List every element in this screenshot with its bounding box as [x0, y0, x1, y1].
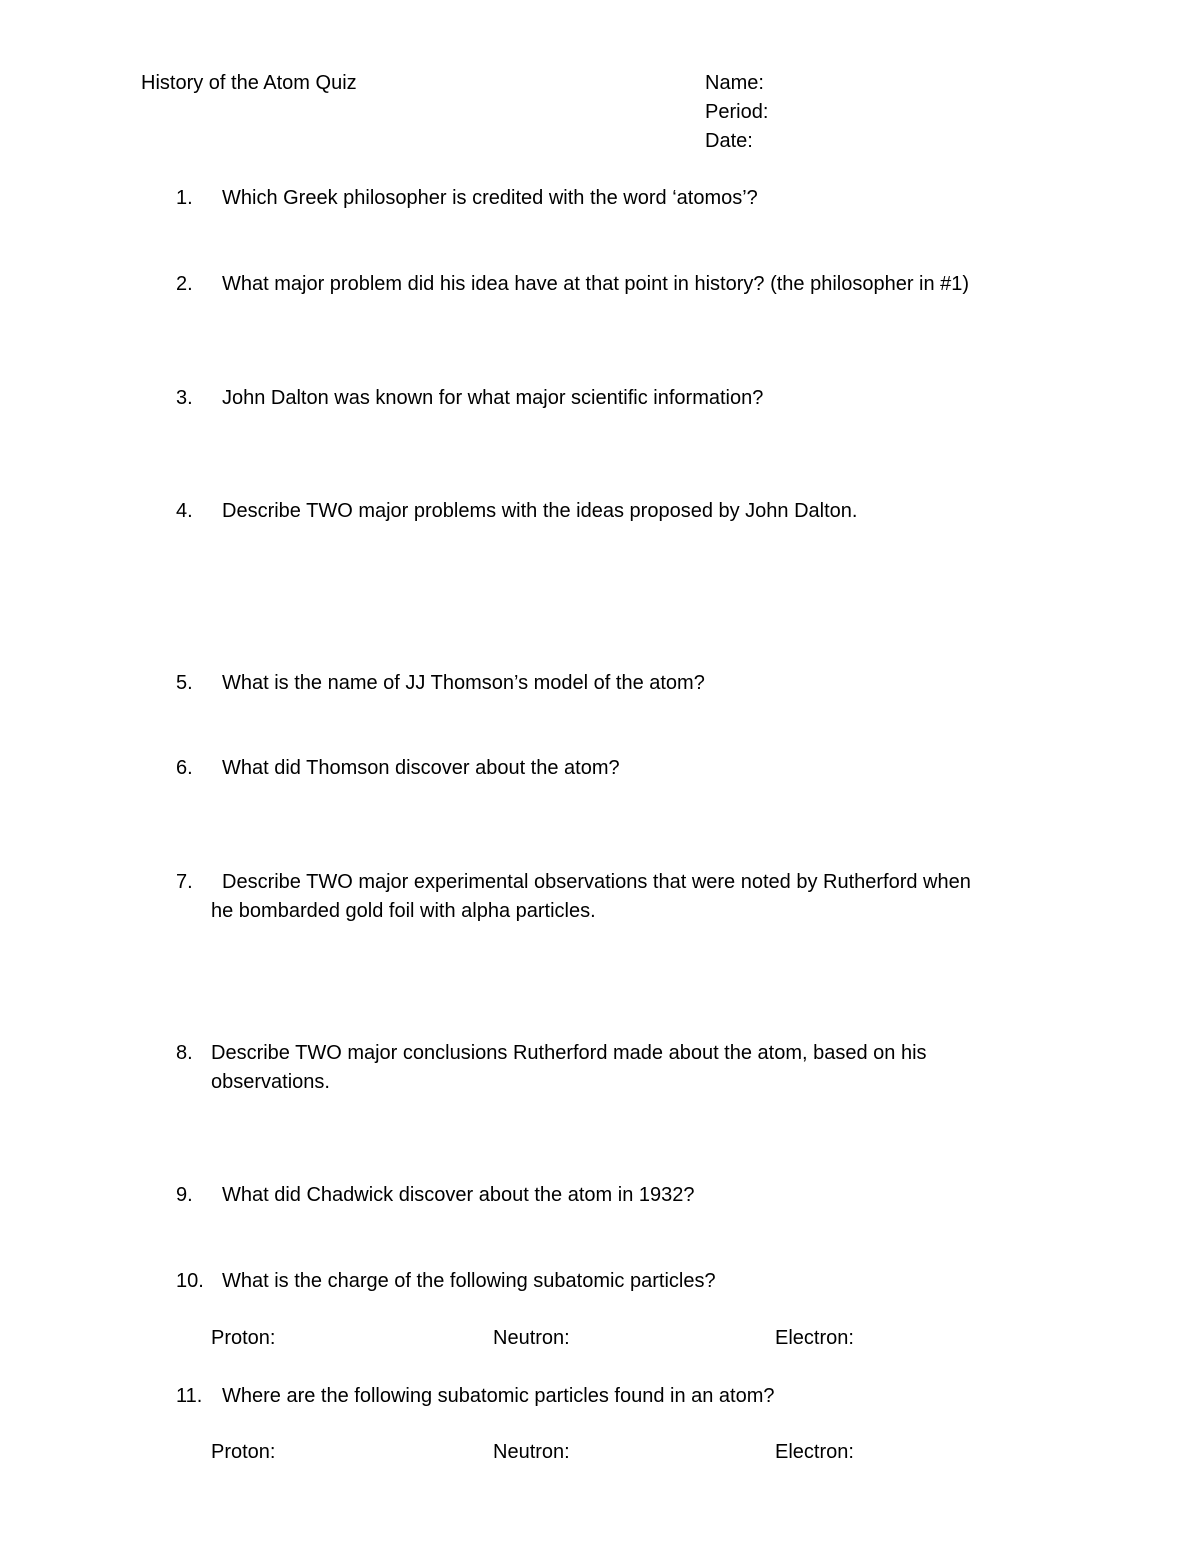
question-4-number: 4. [176, 500, 193, 522]
question-9-text: What did Chadwick discover about the atom in 1932? [222, 1184, 695, 1206]
question-11-proton-label: Proton: [211, 1441, 276, 1463]
question-8-text: Describe TWO major conclusions Rutherford made about the atom, based on his [211, 1042, 927, 1064]
question-10-proton-label: Proton: [211, 1327, 276, 1349]
question-3-text: John Dalton was known for what major scientific information? [222, 387, 764, 409]
question-9-number: 9. [176, 1184, 193, 1206]
question-6-text: What did Thomson discover about the atom? [222, 757, 620, 779]
question-8-text-line2: observations. [211, 1071, 330, 1093]
question-4-text: Describe TWO major problems with the ideas proposed by John Dalton. [222, 500, 858, 522]
question-7-text-line2: he bombarded gold foil with alpha particles. [211, 900, 596, 922]
question-10-number: 10. [176, 1270, 204, 1292]
question-11-electron-label: Electron: [775, 1441, 854, 1463]
question-10-neutron-label: Neutron: [493, 1327, 570, 1349]
question-11-text: Where are the following subatomic particles found in an atom? [222, 1385, 775, 1407]
name-label: Name: [705, 72, 764, 94]
question-7-number: 7. [176, 871, 193, 893]
question-5-number: 5. [176, 672, 193, 694]
question-5-text: What is the name of JJ Thomson’s model of the atom? [222, 672, 705, 694]
question-2-text: What major problem did his idea have at that point in history? (the philosopher in #1) [222, 273, 970, 295]
question-11-neutron-label: Neutron: [493, 1441, 570, 1463]
quiz-title: History of the Atom Quiz [141, 72, 357, 94]
question-7-text: Describe TWO major experimental observations that were noted by Rutherford when [222, 871, 971, 893]
question-3-number: 3. [176, 387, 193, 409]
question-11-number: 11. [176, 1385, 203, 1407]
question-6-number: 6. [176, 757, 193, 779]
question-10-electron-label: Electron: [775, 1327, 854, 1349]
question-8-number: 8. [176, 1042, 193, 1064]
question-2-number: 2. [176, 273, 193, 295]
question-1-number: 1. [176, 187, 193, 209]
date-label: Date: [705, 130, 753, 152]
question-1-text: Which Greek philosopher is credited with the word ‘atomos’? [222, 187, 758, 209]
period-label: Period: [705, 101, 769, 123]
question-10-text: What is the charge of the following subatomic particles? [222, 1270, 716, 1292]
